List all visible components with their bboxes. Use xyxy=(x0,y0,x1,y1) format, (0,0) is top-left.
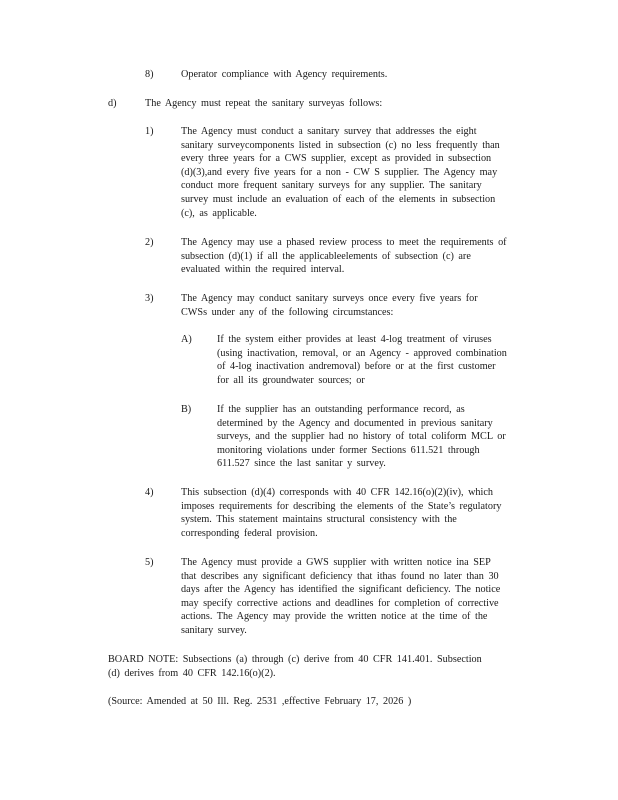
text-line: The Agency may use a phased review process to meet the requirements of xyxy=(181,237,507,248)
item-d3-text xyxy=(181,292,541,319)
text-line: evaluated within the required interval. xyxy=(181,264,345,276)
text-line: If the system either provides at least 4-log treatment of viruses xyxy=(217,334,492,345)
subsection-d-label: d) xyxy=(108,98,117,109)
text-line: The Agency must provide a GWS supplier with written notice ina SEP xyxy=(181,557,491,568)
text-line: actions. The Agency may provide the written notice at the time of the xyxy=(181,611,488,623)
text-line: (d) derives from 40 CFR 142.16(o)(2). xyxy=(108,667,276,679)
text-line: If the supplier has an outstanding performance record, as xyxy=(217,404,465,415)
text-line: (d)(3),and every five years for a non - CW S supplier. The Agency may xyxy=(181,166,498,178)
item-d3a-text xyxy=(217,333,537,387)
text-line: The Agency must conduct a sanitary survey that addresses the eight xyxy=(181,126,477,137)
item-d3-label: 3) xyxy=(145,293,154,304)
item-8-text xyxy=(181,68,511,82)
text-line: (Source: Amended at 50 Ill. Reg. 2531 ,effective February 17, 2026 ) xyxy=(108,696,412,707)
text-line: CWSs under any of the following circumstances: xyxy=(181,306,394,318)
text-line: (using inactivation, removal, or an Agency - approved combination xyxy=(217,347,507,359)
item-d2-text xyxy=(181,236,541,277)
item-8-label: 8) xyxy=(145,69,154,80)
text-line: surveys, and the supplier had no history of total coliform MCL or xyxy=(217,431,506,443)
text-line: that describes any significant deficiency that ithas found no later than 30 xyxy=(181,570,499,582)
text-line: conduct more frequent sanitary surveys for any supplier. The sanitary xyxy=(181,180,482,192)
text-line: system. This statement maintains structural consistency with the xyxy=(181,514,457,526)
text-line: may specify corrective actions and deadlines for completion of corrective xyxy=(181,597,499,609)
text-line: The Agency may conduct sanitary surveys once every five years for xyxy=(181,293,478,304)
text-line: (c), as applicable. xyxy=(181,207,257,219)
item-d3b-label: B) xyxy=(181,404,192,415)
text-line: for all its groundwater sources; or xyxy=(217,374,365,386)
item-d2-label: 2) xyxy=(145,237,154,248)
item-d5-text xyxy=(181,556,541,638)
text-line: every three years for a CWS supplier, except as provided in subsection xyxy=(181,153,492,165)
text-line: sanitary survey. xyxy=(181,624,247,636)
text-line: Operator compliance with Agency requirements. xyxy=(181,69,388,80)
text-line: This subsection (d)(4) corresponds with 40 CFR 142.16(o)(2)(iv), which xyxy=(181,487,493,498)
text-line: survey must include an evaluation of each of the elements in subsection xyxy=(181,193,496,205)
text-line: days after the Agency has identified the significant deficiency. The notice xyxy=(181,584,501,596)
text-line: imposes requirements for describing the elements of the State’s regulatory xyxy=(181,500,502,512)
item-d3a-label: A) xyxy=(181,334,192,345)
text-line: monitoring violations under former Sections 611.521 through xyxy=(217,444,480,456)
item-d1-label: 1) xyxy=(145,126,154,137)
text-line: corresponding federal provision. xyxy=(181,527,318,539)
subsection-d-text xyxy=(145,97,505,111)
text-line: sanitary surveycomponents listed in subsection (c) no less frequently than xyxy=(181,139,500,151)
item-d4-label: 4) xyxy=(145,487,154,498)
item-d3b-text xyxy=(217,403,537,471)
board-note-text xyxy=(108,653,528,680)
text-line: subsection (d)(1) if all the applicableelements of subsection (c) are xyxy=(181,250,471,262)
item-d5-label: 5) xyxy=(145,557,154,568)
text-line: BOARD NOTE: Subsections (a) through (c) derive from 40 CFR 141.401. Subsection xyxy=(108,654,482,665)
item-d4-text xyxy=(181,486,541,540)
text-line: of 4-log inactivation andremoval) before or at the first customer xyxy=(217,361,496,373)
text-line: The Agency must repeat the sanitary surveyas follows: xyxy=(145,98,383,109)
text-line: 611.527 since the last sanitar y survey. xyxy=(217,458,386,470)
text-line: determined by the Agency and documented in previous sanitary xyxy=(217,417,493,429)
item-d1-text xyxy=(181,125,541,220)
source-note-text xyxy=(108,695,528,709)
